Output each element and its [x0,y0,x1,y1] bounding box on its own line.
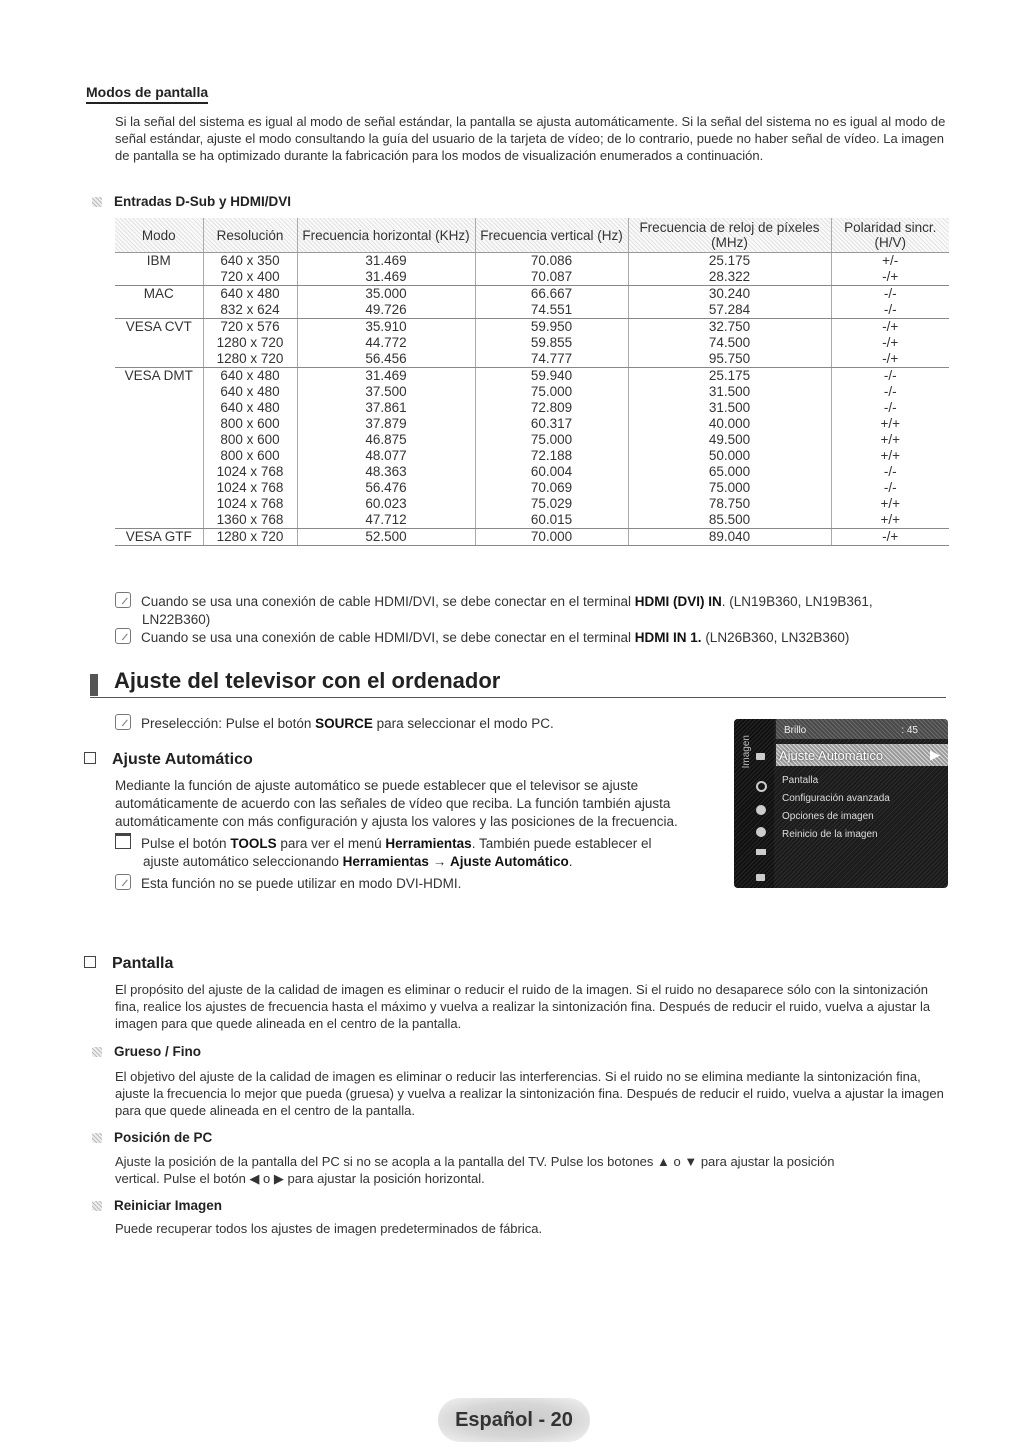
ajuste-tools-tip: Pulse el botón TOOLS para ver el menú Herramientas. También puede establecer el ajuste automático seleccionando Herramientas → Ajuste Automático. [115,833,652,871]
table-cell-mode [115,335,203,351]
tools-icon [115,833,131,849]
table-cell: 74.777 [475,351,628,368]
table-cell-mode [115,496,203,512]
table-cell: -/- [831,384,949,400]
table-cell: 47.712 [297,512,475,529]
table-cell: 720 x 400 [203,269,297,286]
table-cell: 800 x 600 [203,416,297,432]
menu-item-pantalla[interactable]: Pantalla [782,775,819,786]
table-cell: 70.000 [475,529,628,546]
table-cell: 31.500 [628,400,831,416]
table-cell: 72.188 [475,448,628,464]
table-cell-mode [115,351,203,368]
table-cell: 28.322 [628,269,831,286]
subheading-grueso-fino: Grueso / Fino [92,1043,201,1060]
table-cell: 1280 x 720 [203,335,297,351]
table-cell: -/- [831,302,949,319]
note-icon [115,592,131,608]
table-cell: 640 x 480 [203,384,297,400]
table-cell: 60.015 [475,512,628,529]
table-row [115,253,949,270]
table-row [115,512,949,529]
note-icon [115,874,131,890]
table-cell: 65.000 [628,464,831,480]
tv-picture-menu [734,719,948,888]
table-cell: 37.500 [297,384,475,400]
heading-ajuste-automatico: Ajuste Automático [84,751,253,768]
table-cell: -/- [831,464,949,480]
table-row [115,529,949,546]
table-cell: 832 x 624 [203,302,297,319]
table-row [115,319,949,336]
table-cell-mode: VESA GTF [115,529,203,546]
note-dvi-hdmi: Esta función no se puede utilizar en modo DVI-HDMI. [115,874,461,893]
table-cell: 25.175 [628,368,831,385]
pantalla-description: El propósito del ajuste de la calidad de imagen es eliminar o reducir el ruido de la imagen. Si el ruido no desaparece sólo con la sintonización fina, realice los ajustes de frecuencia hasta el máximo y vuelva a realizar la sintonización fina. Después de reducir el ruido, vuelva a ajustar la imagen para que quede alineada en el centro de la pantalla. [115,982,931,1031]
table-cell-mode [115,269,203,286]
table-cell: 49.500 [628,432,831,448]
bullet-icon [92,1133,102,1143]
table-cell: 31.469 [297,253,475,270]
table-cell: -/+ [831,269,949,286]
table-cell-mode [115,302,203,319]
table-row [115,368,949,385]
table-cell: 60.004 [475,464,628,480]
menu-item-ajuste-automatico[interactable]: Ajuste Automático ▶ [776,744,948,766]
table-cell: 37.879 [297,416,475,432]
page-number-badge: Español - 20 [438,1398,590,1442]
table-cell: 44.772 [297,335,475,351]
table-row [115,496,949,512]
table-cell: 70.069 [475,480,628,496]
table-cell: 75.000 [475,432,628,448]
table-cell: 40.000 [628,416,831,432]
checkbox-icon [84,752,96,764]
table-cell-mode [115,384,203,400]
table-row [115,464,949,480]
table-cell-mode: VESA CVT [125,319,192,334]
note-preseleccion: Preselección: Pulse el botón SOURCE para seleccionar el modo PC. [115,714,554,733]
picture-icon [756,753,765,760]
note-icon [115,628,131,644]
table-cell: +/+ [831,416,949,432]
table-cell: 75.000 [628,480,831,496]
menu-side-label: Imagen [741,735,752,769]
table-row [115,480,949,496]
table-cell: 37.861 [297,400,475,416]
table-cell: -/+ [831,351,949,368]
posicion-pc-description: Ajuste la posición de la pantalla del PC si no se acopla a la pantalla del TV. Pulse los botones ▲ o ▼ para ajustar la posición vertical. Pulse el botón ◀ o ▶ para ajustar la posición horizontal. [115,1154,835,1186]
section-bar-marker [90,674,98,696]
table-cell: -/+ [831,335,949,351]
table-cell: +/+ [831,496,949,512]
table-cell: 32.750 [628,319,831,336]
menu-item-configuracion-avanzada[interactable]: Configuración avanzada [782,793,890,804]
table-cell: 56.456 [297,351,475,368]
table-cell: -/+ [831,529,949,546]
table-cell: 800 x 600 [203,432,297,448]
table-cell: 72.809 [475,400,628,416]
subheading-posicion-pc: Posición de PC [92,1129,212,1146]
table-header-cell: Modo [115,218,203,253]
subheading-entradas: Entradas D-Sub y HDMI/DVI [92,193,291,210]
table-cell-mode [115,480,203,496]
table-cell: 70.087 [475,269,628,286]
table-cell-mode: VESA DMT [124,368,193,383]
setup-icon [756,827,766,837]
table-cell: -/- [831,286,949,303]
table-cell: 25.175 [628,253,831,270]
grueso-fino-description: El objetivo del ajuste de la calidad de imagen es eliminar o reducir las interferencias. Si el ruido no se elimina mediante la sintonización fina, ajuste la frecuencia lo mejor que pueda (gruesa) y vuelva a realizar la sintonización fina. Después de reducir el ruido, vuelva a ajustar la imagen para que quede alineada en el centro de la pantalla. [115,1069,944,1118]
table-cell: 70.086 [475,253,628,270]
table-cell: 74.500 [628,335,831,351]
table-cell: 59.950 [475,319,628,336]
table-cell: 35.910 [297,319,475,336]
table-cell: 1024 x 768 [203,480,297,496]
menu-sidebar [734,719,774,888]
table-row [115,400,949,416]
table-cell: 1024 x 768 [203,496,297,512]
modos-intro: Si la señal del sistema es igual al modo de señal estándar, la pantalla se ajusta automáticamente. Si la señal del sistema no es igual al modo de señal estándar, ajuste el modo consultando la guía del usuario de la tarjeta de vídeo; de lo contrario, puede no haber señal de vídeo. La imagen de pantalla se ha optimizado durante la fabricación para los modos de visualización enumerados a continuación. [115,114,946,163]
table-cell: 800 x 600 [203,448,297,464]
support-icon [756,874,765,881]
table-cell: 59.940 [475,368,628,385]
table-cell: 46.875 [297,432,475,448]
table-cell: 75.000 [475,384,628,400]
table-cell-mode: IBM [146,253,171,268]
section-divider [90,697,946,698]
table-cell: 1280 x 720 [203,351,297,368]
table-cell: 95.750 [628,351,831,368]
table-cell-mode [115,448,203,464]
table-cell: 60.317 [475,416,628,432]
table-row [115,448,949,464]
table-header-cell: Frecuencia vertical (Hz) [475,218,628,253]
table-cell: 50.000 [628,448,831,464]
table-cell: 74.551 [475,302,628,319]
table-cell: 57.284 [628,302,831,319]
channel-icon [756,805,766,815]
table-cell-mode [115,512,203,529]
bullet-icon [92,1201,102,1211]
table-cell: +/- [831,253,949,270]
table-cell: 48.363 [297,464,475,480]
table-cell-mode [115,464,203,480]
table-row [115,432,949,448]
section-heading-modos: Modos de pantalla [86,84,208,104]
table-cell: 60.023 [297,496,475,512]
note-icon [115,714,131,730]
table-cell: 1360 x 768 [203,512,297,529]
table-cell: 640 x 480 [203,368,297,385]
reiniciar-imagen-description: Puede recuperar todos los ajustes de imagen predeterminados de fábrica. [115,1221,543,1236]
table-row [115,269,949,286]
heading-pantalla: Pantalla [84,955,173,972]
bullet-icon [92,197,102,207]
table-cell: 720 x 576 [203,319,297,336]
table-cell: +/+ [831,432,949,448]
table-cell: -/+ [831,319,949,336]
menu-item-brillo[interactable]: Brillo : 45 [776,719,948,739]
sound-icon [756,781,767,792]
table-cell: 89.040 [628,529,831,546]
table-cell: 35.000 [297,286,475,303]
table-cell: -/- [831,480,949,496]
table-cell-mode [115,400,203,416]
table-row [115,416,949,432]
table-row [115,351,949,368]
table-cell-mode: MAC [143,286,174,301]
table-cell: 78.750 [628,496,831,512]
table-header-cell: Polaridad sincr. (H/V) [831,218,949,253]
table-cell: -/- [831,368,949,385]
table-cell: 49.726 [297,302,475,319]
table-cell: 31.469 [297,269,475,286]
bullet-icon [92,1047,102,1057]
table-header-cell: Resolución [203,218,297,253]
table-cell: 66.667 [475,286,628,303]
table-cell: 48.077 [297,448,475,464]
table-cell: 56.476 [297,480,475,496]
note-hdmi-2: Cuando se usa una conexión de cable HDMI/DVI, se debe conectar en el terminal HDMI IN 1. (LN26B360, LN32B360) [115,628,849,647]
table-cell: +/+ [831,448,949,464]
modes-table [115,218,949,546]
menu-item-opciones-imagen[interactable]: Opciones de imagen [782,811,874,822]
ajuste-description: Mediante la función de ajuste automático se puede establecer que el televisor se ajuste automáticamente de acuerdo con las señales de vídeo que reciba. La función también ajusta automáticamente con más configuración y ajusta los valores y las posiciones de la frecuencia. [115,778,678,829]
table-cell: 1024 x 768 [203,464,297,480]
table-cell: -/- [831,400,949,416]
table-cell: 52.500 [297,529,475,546]
table-cell: 31.469 [297,368,475,385]
table-row [115,286,949,303]
table-cell: 85.500 [628,512,831,529]
table-header-cell: Frecuencia horizontal (KHz) [297,218,475,253]
table-cell: 75.029 [475,496,628,512]
menu-item-reinicio-imagen[interactable]: Reinicio de la imagen [782,829,878,840]
section-title: Ajuste del televisor con el ordenador [114,668,501,693]
table-cell-mode [115,432,203,448]
chevron-right-icon: ▶ [930,747,940,762]
table-header-row [115,218,949,253]
table-cell: 640 x 480 [203,286,297,303]
table-cell: 59.855 [475,335,628,351]
table-cell: +/+ [831,512,949,529]
table-row [115,335,949,351]
table-cell-mode [115,416,203,432]
table-header-cell: Frecuencia de reloj de píxeles (MHz) [628,218,831,253]
table-cell: 30.240 [628,286,831,303]
table-row [115,384,949,400]
table-cell: 1280 x 720 [203,529,297,546]
table-cell: 640 x 350 [203,253,297,270]
checkbox-icon [84,956,96,968]
table-row [115,302,949,319]
table-cell: 31.500 [628,384,831,400]
input-icon [756,849,766,855]
subheading-reiniciar-imagen: Reiniciar Imagen [92,1197,222,1214]
note-hdmi-1: Cuando se usa una conexión de cable HDMI/DVI, se debe conectar en el terminal HDMI (DVI) IN. (LN19B360, LN19B361, LN22B360) [115,592,873,629]
table-cell: 640 x 480 [203,400,297,416]
